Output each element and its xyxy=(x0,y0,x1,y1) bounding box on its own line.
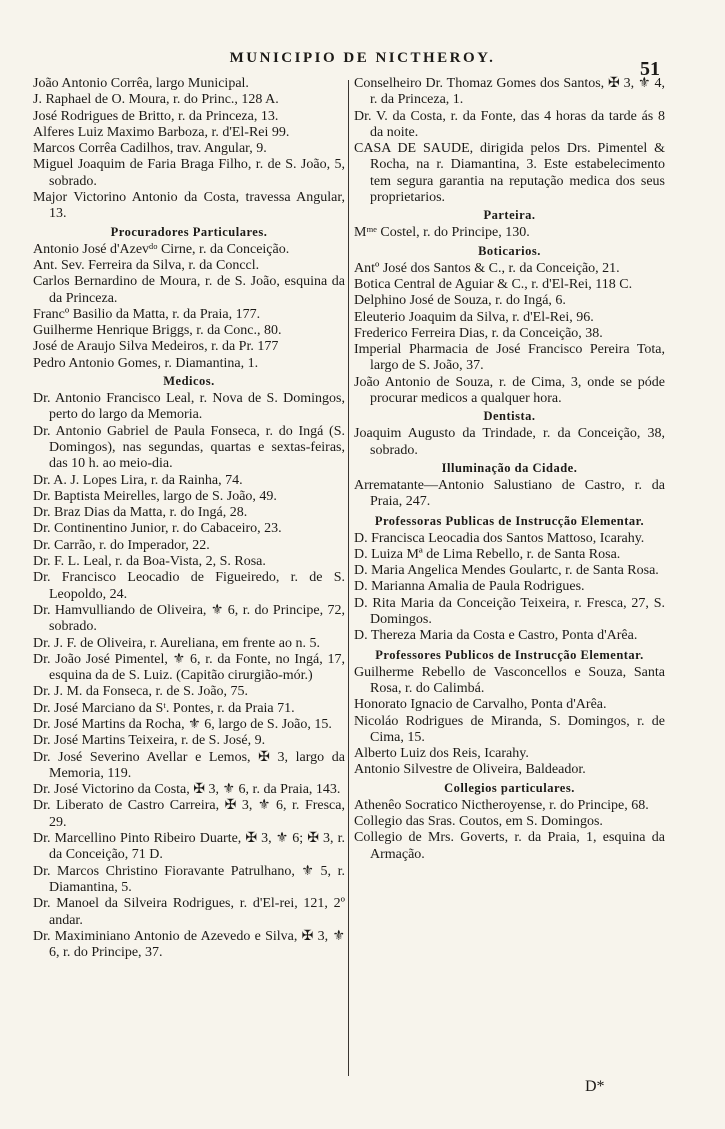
left-column xyxy=(33,76,345,961)
directory-entry: Dr. João José Pimentel, ⚜ 6, r. da Fonte, no Ingá, 17, esquina da de S. Luiz. (Capitão cirurgião-mór.) xyxy=(33,651,345,684)
directory-entry: Dr. Marcellino Pinto Ribeiro Duarte, ✠ 3, ⚜ 6; ✠ 3, r. da Conceição, 71 D. xyxy=(33,831,345,863)
directory-entry: Collegio das Sras. Coutos, em S. Domingos. xyxy=(354,813,603,829)
section-heading-collegios-particulares: Collegios particulares. xyxy=(444,780,575,795)
directory-entry: Dr. Hamvulliando de Oliveira, ⚜ 6, r. do Principe, 72, sobrado. xyxy=(33,602,345,635)
directory-entry: Dr. J. F. de Oliveira, r. Aureliana, em frente ao n. 5. xyxy=(33,635,320,651)
directory-entry: Marcos Corrêa Cadilhos, trav. Angular, 9. xyxy=(33,141,267,157)
directory-entry: Antonio Silvestre de Oliveira, Baldeador. xyxy=(354,762,586,778)
directory-entry: Ant. Sev. Ferreira da Silva, r. da Conccl. xyxy=(33,257,260,273)
directory-entry: Dr. Continentino Junior, r. do Cabaceiro, 23. xyxy=(33,521,282,537)
directory-entry: Athenêo Socratico Nictheroyense, r. do Principe, 68. xyxy=(354,797,649,813)
directory-entry: D. Maria Angelica Mendes Goulartc, r. de Santa Rosa. xyxy=(354,563,659,579)
directory-entry: Dr. José Severino Avellar e Lemos, ✠ 3, largo da Memoria, 119. xyxy=(33,749,345,781)
directory-entry: José de Araujo Silva Medeiros, r. da Pr. 177 xyxy=(33,339,279,355)
directory-entry: Imperial Pharmacia de José Francisco Pereira Tota, largo de S. João, 37. xyxy=(354,342,665,374)
directory-entry: Delphino José de Souza, r. do Ingá, 6. xyxy=(354,293,566,309)
directory-entry: Dr. Braz Dias da Matta, r. do Ingá, 28. xyxy=(33,505,248,521)
directory-entry: Dr. Maximiniano Antonio de Azevedo e Silva, ✠ 3, ⚜ 6, r. do Principe, 37. xyxy=(33,928,345,961)
directory-entry: Dr. V. da Costa, r. da Fonte, das 4 horas da tarde ás 8 da noite. xyxy=(354,108,665,140)
section-heading-boticarios: Boticarios. xyxy=(478,243,541,258)
directory-entry: Dr. José Martins Teixeira, r. de S. José, 9. xyxy=(33,733,266,749)
directory-entry: Dr. Manoel da Silveira Rodrigues, r. d'El-rei, 121, 2º andar. xyxy=(33,896,345,928)
page-number: 51 xyxy=(640,58,660,80)
section-heading-illuminacao-da-cidade: Illuminação da Cidade. xyxy=(441,460,578,475)
directory-entry: Collegio de Mrs. Goverts, r. da Praia, 1, esquina da Armação. xyxy=(354,830,665,862)
page-title: MUNICIPIO DE NICTHEROY. xyxy=(229,50,496,66)
directory-entry: José Rodrigues de Britto, r. da Princeza, 13. xyxy=(33,108,279,124)
directory-entry: Dr. Francisco Leocadio de Figueiredo, r. de S. Leopoldo, 24. xyxy=(33,570,345,602)
directory-entry: D. Rita Maria da Conceição Teixeira, r. Fresca, 27, S. Domingos. xyxy=(354,595,665,628)
directory-entry: Antonio José d'Azevᵈᵒ Cirne, r. da Conceição. xyxy=(33,241,290,257)
directory-entry: Antº José dos Santos & C., r. da Conceição, 21. xyxy=(354,260,620,276)
directory-entry: Pedro Antonio Gomes, r. Diamantina, 1. xyxy=(33,355,259,371)
column-divider xyxy=(348,80,349,1076)
directory-entry: Alberto Luiz dos Reis, Icarahy. xyxy=(354,746,529,762)
directory-entry: João Antonio Corrêa, largo Municipal. xyxy=(33,76,249,91)
directory-entry: Honorato Ignacio de Carvalho, Ponta d'Arêa. xyxy=(354,697,607,713)
directory-entry: Nicoláo Rodrigues de Miranda, S. Domingos, r. de Cima, 15. xyxy=(354,713,665,745)
directory-entry: Conselheiro Dr. Thomaz Gomes dos Santos, ✠ 3, ⚜ 4, r. da Princeza, 1. xyxy=(354,76,665,108)
section-heading-professoras-publicas-de-instruccao-elementar: Professoras Publicas de Instrucção Elementar. xyxy=(374,513,645,528)
directory-entry: Major Victorino Antonio da Costa, travessa Angular, 13. xyxy=(33,190,345,222)
directory-entry: Dr. José Marciano da Sᵗ. Pontes, r. da Praia 71. xyxy=(33,700,295,716)
directory-entry: Dr. Marcos Christino Fioravante Patrulhano, ⚜ 5, r. Diamantina, 5. xyxy=(33,863,345,895)
directory-entry: João Antonio de Souza, r. de Cima, 3, onde se póde procurar medicos a qualquer hora. xyxy=(354,374,665,407)
directory-entry: D. Thereza Maria da Costa e Castro, Ponta d'Arêa. xyxy=(354,628,638,644)
directory-entry: Dr. Liberato de Castro Carreira, ✠ 3, ⚜ 6, r. Fresca, 29. xyxy=(33,798,345,830)
directory-entry: Dr. J. M. da Fonseca, r. de S. João, 75. xyxy=(33,684,249,700)
directory-entry: Guilherme Henrique Briggs, r. da Conc., 80. xyxy=(33,323,282,339)
directory-entry: Dr. Antonio Francisco Leal, r. Nova de S. Domingos, perto do largo da Memoria. xyxy=(33,391,345,423)
directory-entry: Arrematante—Antonio Salustiano de Castro, r. da Praia, 247. xyxy=(354,477,665,510)
directory-entry: Dr. José Martins da Rocha, ⚜ 6, largo de S. João, 15. xyxy=(33,716,332,732)
directory-entry: D. Marianna Amalia de Paula Rodrigues. xyxy=(354,579,585,595)
directory-entry: Miguel Joaquim de Faria Braga Filho, r. de S. João, 5, sobrado. xyxy=(33,157,345,189)
directory-entry: Dr. Carrão, r. do Imperador, 22. xyxy=(33,537,210,553)
section-heading-parteira: Parteira. xyxy=(483,208,536,223)
directory-entry: Carlos Bernardino de Moura, r. de S. João, esquina da da Princeza. xyxy=(33,274,345,306)
directory-entry: Frederico Ferreira Dias, r. da Conceição, 38. xyxy=(354,325,603,341)
directory-entry: Dr. Antonio Gabriel de Paula Fonseca, r. do Ingá (S. Domingos), nas segundas, quartas e sextas-feiras, das 10 h. ao meio-dia. xyxy=(33,423,345,472)
signature-mark: D* xyxy=(585,1078,605,1095)
directory-entry: Mᵐᵉ Costel, r. do Principe, 130. xyxy=(354,225,530,241)
directory-entry: Eleuterio Joaquim da Silva, r. d'El-Rei, 96. xyxy=(354,309,594,325)
directory-entry: Dr. F. L. Leal, r. da Boa-Vista, 2, S. Rosa. xyxy=(33,554,266,570)
section-heading-professores-publicos-de-instruccao-elementar: Professores Publicos de Instrucção Elementar. xyxy=(375,647,644,662)
directory-entry: Francº Basilio da Matta, r. da Praia, 177. xyxy=(33,306,261,322)
directory-entry: CASA DE SAUDE, dirigida pelos Drs. Pimentel & Rocha, na r. Diamantina, 3. Este estabelecimento tem segura garantia na reputação medica dos seus proprietarios. xyxy=(354,141,665,206)
directory-entry: D. Francisca Leocadia dos Santos Mattoso, Icarahy. xyxy=(354,530,645,546)
directory-entry: Dr. Baptista Meirelles, largo de S. João, 49. xyxy=(33,488,277,504)
directory-entry: Dr. A. J. Lopes Lira, r. da Rainha, 74. xyxy=(33,472,243,488)
directory-entry: Guilherme Rebello de Vasconcellos e Souza, Santa Rosa, r. do Calimbá. xyxy=(354,664,665,696)
directory-entry: Botica Central de Aguiar & C., r. d'El-Rei, 118 C. xyxy=(354,276,633,292)
directory-entry: Dr. José Victorino da Costa, ✠ 3, ⚜ 6, r. da Praia, 143. xyxy=(33,782,341,798)
section-heading-procuradores-particulares: Procuradores Particulares. xyxy=(110,224,268,239)
directory-entry: Joaquim Augusto da Trindade, r. da Conceição, 38, sobrado. xyxy=(354,426,665,458)
section-heading-medicos: Medicos. xyxy=(163,374,215,389)
directory-entry: J. Raphael de O. Moura, r. do Princ., 128 A. xyxy=(33,92,279,108)
right-column xyxy=(354,76,665,863)
directory-entry: D. Luiza Mª de Lima Rebello, r. de Santa Rosa. xyxy=(354,546,621,562)
directory-entry: Alferes Luiz Maximo Barboza, r. d'El-Rei 99. xyxy=(33,124,290,140)
section-heading-dentista: Dentista. xyxy=(483,409,536,424)
